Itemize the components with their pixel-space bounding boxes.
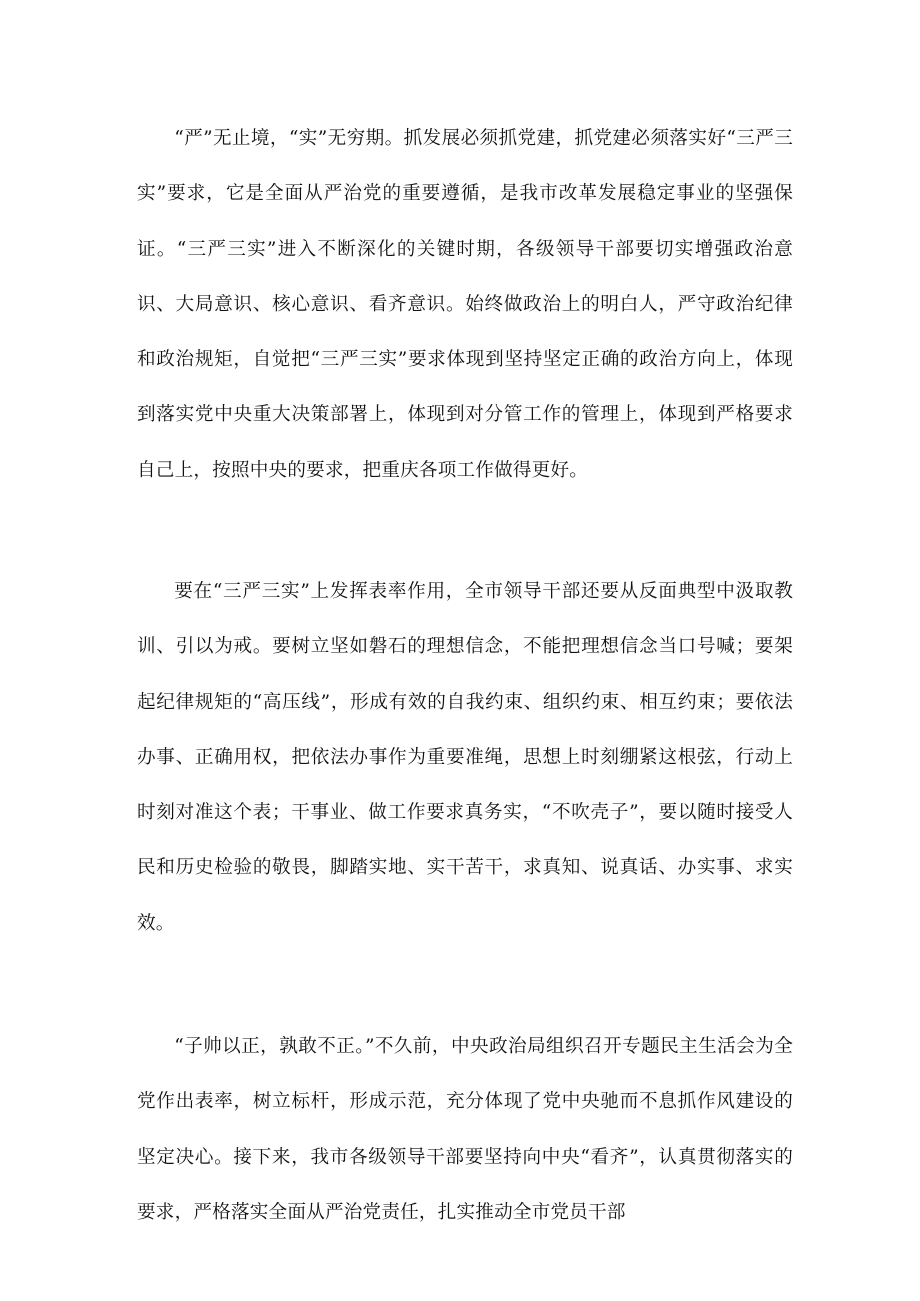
paragraph-3: “子帅以正，孰敢不正。”不久前，中央政治局组织召开专题民主生活会为全党作出表率，树立标杆，形成示范，充分体现了党中央驰而不息抓作风建设的坚定决心。接下来，我市各级领导干部要坚持向中央“看齐”，认真贯彻落实的要求，严格落实全面从严治党责任，扎实推动全市党员干部 — [137, 1036, 793, 1223]
paragraph-2: 要在“三严三实”上发挥表率作用，全市领导干部还要从反面典型中汲取教训、引以为戒。要树立坚如磐石的理想信念，不能把理想信念当口号喊；要架起纪律规矩的“高压线”，形成有效的自我约束、组织约束、相互约束；要依法办事、正确用权，把依法办事作为重要准绳，思想上时刻绷紧这根弦，行动上时刻对准这个表；干事业、做工作要求真务实，“不吹壳子”，要以随时接受人民和历史检验的敬畏，脚踏实地、实干苦干，求真知、说真话、办实事、求实效。 — [137, 581, 793, 934]
paragraph-1: “严”无止境，“实”无穷期。抓发展必须抓党建，抓党建必须落实好“三严三实”要求，它是全面从严治党的重要遵循，是我市改革发展稳定事业的坚强保证。“三严三实”进入不断深化的关键时期，各级领导干部要切实增强政治意识、大局意识、核心意识、看齐意识。始终做政治上的明白人，严守政治纪律和政治规矩，自觉把“三严三实”要求体现到坚持坚定正确的政治方向上，体现到落实党中央重大决策部署上，体现到对分管工作的管理上，体现到严格要求自己上，按照中央的要求，把重庆各项工作做得更好。 — [137, 128, 793, 481]
